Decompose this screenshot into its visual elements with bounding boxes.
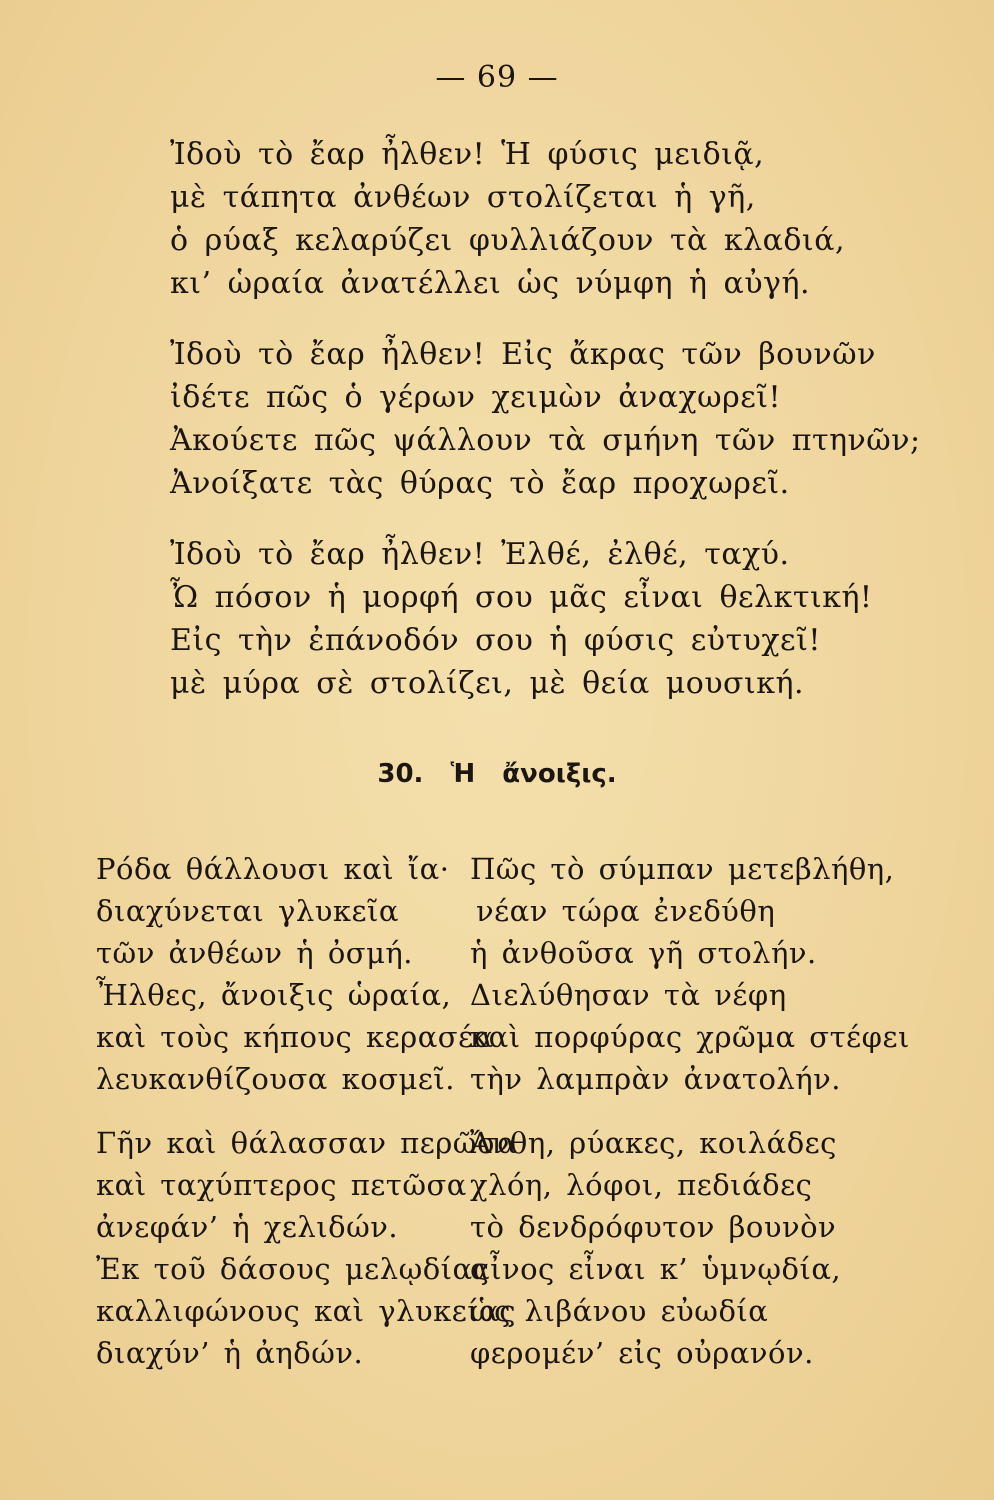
poem-stanza-1 [170, 133, 890, 305]
verse-line: τὴν λαμπρὰν ἀνατολήν. [470, 1062, 842, 1096]
verse-line: λευκανθίζουσα κοσμεῖ. [96, 1062, 455, 1096]
verse-line: κι’ ὡραία ἀνατέλλει ὡς νύμφη ἡ αὐγή. [170, 266, 810, 301]
left-column-stanza-1 [96, 848, 494, 1100]
verse-line: καὶ ταχύπτερος πετῶσα [96, 1168, 467, 1202]
verse-line: Ἰδοὺ τὸ ἔαρ ἦλθεν! Εἰς ἄκρας τῶν βουνῶν [170, 337, 876, 372]
verse-line: ὁ ρύαξ κελαρύζει φυλλιάζουν τὰ κλαδιά, [170, 223, 845, 258]
verse-line: τῶν ἀνθέων ἡ ὀσμή. [96, 936, 414, 970]
verse-line: καὶ τοὺς κήπους κερασέα [96, 1020, 494, 1054]
verse-line: διαχύν’ ἡ ἀηδών. [96, 1336, 364, 1370]
verse-line: Ἄνθη, ρύακες, κοιλάδες [470, 1126, 837, 1160]
verse-line: Ρόδα θάλλουσι καὶ ἴα· [96, 852, 450, 886]
verse-line: ὡς λιβάνου εὐωδία [470, 1294, 769, 1328]
verse-line: καλλιφώνους καὶ γλυκείας [96, 1294, 516, 1328]
verse-line: Ἀνοίξατε τὰς θύρας τὸ ἔαρ προχωρεῖ. [170, 466, 790, 501]
verse-line: νέαν τώρα ἐνεδύθη [476, 894, 776, 928]
verse-line: ἀνεφάν’ ἡ χελιδών. [96, 1210, 399, 1244]
left-column-stanza-2 [96, 1122, 518, 1374]
verse-line: Ἰδοὺ τὸ ἔαρ ἦλθεν! Ἐλθέ, ἐλθέ, ταχύ. [170, 537, 790, 572]
verse-line: Εἰς τὴν ἐπάνοδόν σου ἡ φύσις εὐτυχεῖ! [170, 623, 821, 658]
right-column-stanza-1 [470, 848, 910, 1100]
page-number: — 69 — [435, 60, 559, 95]
verse-line: Ἐκ τοῦ δάσους μελῳδίας [96, 1252, 490, 1286]
verse-line: ἰδέτε πῶς ὁ γέρων χειμὼν ἀναχωρεῖ! [170, 380, 782, 415]
verse-line: Ἦλθες, ἄνοιξις ὡραία, [96, 978, 452, 1012]
verse-line: χλόη, λόφοι, πεδιάδες [470, 1168, 813, 1202]
poem-stanza-2 [170, 333, 921, 505]
verse-line: αἶνος εἶναι κ’ ὑμνῳδία, [470, 1252, 842, 1286]
right-column-stanza-2 [470, 1122, 890, 1374]
verse-line: Ἀκούετε πῶς ψάλλουν τὰ σμήνη τῶν πτηνῶν; [170, 423, 921, 458]
verse-line: καὶ πορφύρας χρῶμα στέφει [470, 1020, 910, 1054]
verse-line: διαχύνεται γλυκεῖα [96, 894, 399, 928]
verse-line: Ἰδοὺ τὸ ἔαρ ἦλθεν! Ἡ φύσις μειδιᾷ, [170, 137, 765, 172]
verse-line: Πῶς τὸ σύμπαν μετεβλήθη, [470, 852, 895, 886]
verse-line: μὲ μύρα σὲ στολίζει, μὲ θεία μουσική. [170, 666, 805, 701]
verse-line: Ὦ πόσον ἡ μορφή σου μᾶς εἶναι θελκτική! [170, 580, 873, 615]
verse-line: φερομέν’ εἰς οὐρανόν. [470, 1336, 814, 1370]
verse-line: Διελύθησαν τὰ νέφη [470, 978, 787, 1012]
verse-line: μὲ τάπητα ἀνθέων στολίζεται ἡ γῆ, [170, 180, 756, 215]
poem-title: 30. Ἡ ἄνοιξις. [377, 759, 617, 789]
verse-line: τὸ δενδρόφυτον βουνὸν [470, 1210, 837, 1244]
verse-line: Γῆν καὶ θάλασσαν περῶσα [96, 1126, 518, 1160]
verse-line: ἡ ἀνθοῦσα γῆ στολήν. [470, 936, 817, 970]
poem-stanza-3 [170, 533, 890, 705]
